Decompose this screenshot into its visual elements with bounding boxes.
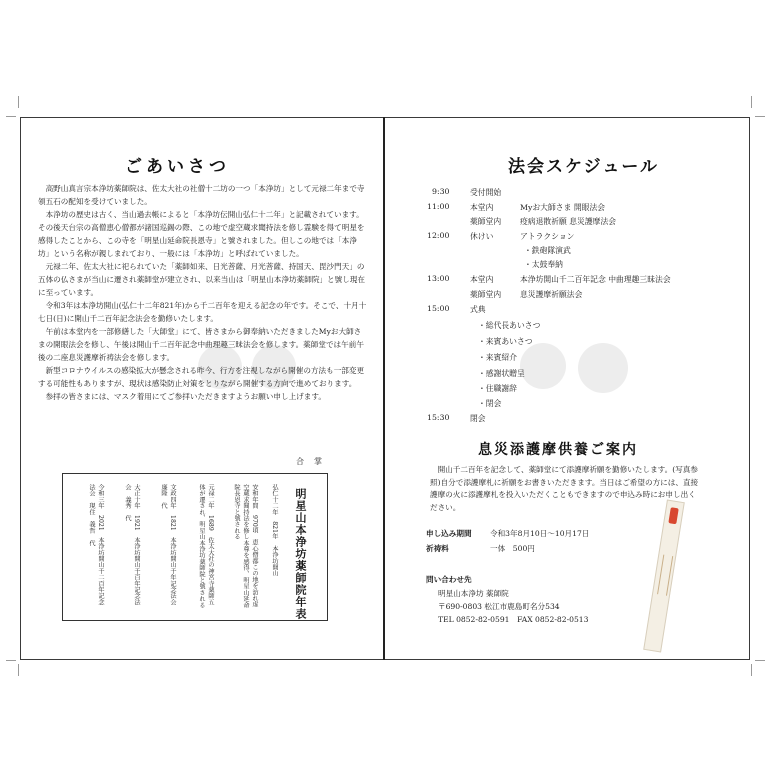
application-period-label [426,528,472,539]
crop-mark [755,116,765,117]
schedule-time: 15:00 [427,304,450,313]
schedule-time: 15:30 [427,413,450,422]
schedule-time: 13:00 [427,274,450,283]
chronology-text: 本浄坊開山千二百年記念法会 現住 義哲 代 [88,484,104,606]
chronology-year: 1821 [169,515,176,531]
chronology-column [159,484,177,610]
schedule-place: 閉会 [470,414,486,423]
schedule-event: ・住職謝辞 [478,384,517,393]
chronology-year: 821年 [271,521,278,540]
fee-label [426,543,449,554]
chronology-year: 1921 [133,515,140,531]
schedule-event: ・感謝状贈呈 [478,369,525,378]
contact-phone: TEL 0852-82-0591 FAX 0852-82-0513 [438,615,589,624]
schedule-place: 式典 [470,305,486,314]
chronology-column [123,484,141,610]
crop-mark [751,664,752,676]
contact-label-text: 問い合わせ先 [426,575,472,584]
greeting-body [38,182,368,403]
greeting-paragraph: 元禄二年、佐太大社に祀られていた「薬師如来、日光菩薩、月光菩薩、持国天、毘沙門天」の五体の仏さまが当山に遷され薬師堂が建立され、以来当山は「明星山本浄坊薬師院」と號し現在に至っています。 [38,262,365,297]
chronology-text: 佐太大社の神宮寺薬師五体が遷され、明星山本浄坊薬師院と號される [198,484,214,608]
chronology-era: 元禄二年 [207,484,214,509]
schedule-event: ・太鼓奉納 [524,260,563,269]
goma-stick-writing-icon [657,555,673,596]
schedule-event: ・来賓紹介 [478,353,517,362]
chronology-text: 本浄坊開山 [271,545,278,577]
goma-description: 開山千二百年を記念して、薬師堂にて添護摩祈願を勤修いたします。(写真参照)自分で添護摩札に祈願をお書きいただきます。当日はご希望の方には、直接護摩の火に添護摩札を投入いただくこともできますので申込み時にお申し出ください。 [430,465,699,512]
page-gutter [383,117,385,660]
greeting-paragraph: 参拝の皆さまには、マスク着用にてご参拝いただきますようお願い申し上げます。 [45,392,326,401]
schedule-event: 本浄坊開山千二百年記念 中曲理趣三昧法会 [520,275,671,284]
schedule-place: 薬師堂内 [470,217,502,226]
greeting-paragraph: 本浄坊の歴史は古く、当山過去帳によると「本浄坊伝開山弘仁十二年」と記載されています。その後天台宗の高僧恵心僧都が諸国巡錫の際、この地で虚空蔵求聞持法を修し霊験を得て明星を感得したことから、この寺を「明星山延命院長恩寺」と號されました。但しこの地では「本浄坊」という名称が親しまれており、一般には「本浄坊」と呼ばれていました。 [38,210,365,258]
chronology-era: 弘仁十二年 [271,484,278,515]
contact-address: 〒690-0803 松江市鹿島町名分534 [438,602,560,611]
application-period: 令和3年8月10日〜10月17日 [490,529,590,538]
chronology-era: 文政四年 [169,484,176,509]
fee-label-text: 祈祷料 [426,544,449,553]
schedule-event: ・総代長あいさつ [478,321,541,330]
chronology-text: 本浄坊開山千年記念法会 廉隆 代 [160,484,176,612]
schedule-time: 9:30 [432,187,450,196]
schedule-place: 本堂内 [470,203,494,212]
schedule-event: ・閉会 [478,399,502,408]
crop-mark [751,96,752,108]
greeting-paragraph: 午前は本堂内を一部修繕した「大師堂」にて、皆さまから御奉納いただきましたMyお大師さまの開眼法会を修し、午後は開山千二百年記念中曲理趣三昧法会を修します。薬師堂では午前午後の二座息災護摩祈祷法会を修します。 [38,327,364,362]
schedule-place: 薬師堂内 [470,290,502,299]
chronology-column [232,484,259,610]
chronology-column [87,484,105,610]
schedule-place: 受付開始 [470,188,502,197]
crop-mark [6,660,16,661]
application-period-label-text: 申し込み期間 [426,529,472,538]
closing-gassho: 合 掌 [296,457,323,466]
tomoe-crest-icon [578,343,628,393]
schedule-event: ・来賓あいさつ [478,337,533,346]
chronology-year: 970頃 [251,515,258,534]
chronology-title: 明星山本浄坊薬師院年表 [294,488,307,620]
fee-value: 一体 500円 [490,544,535,553]
greeting-heading: ごあいさつ [125,157,230,177]
goma-heading: 息災添護摩供養ご案内 [478,442,638,458]
crop-mark [18,664,19,676]
schedule-event: 疫病退散祈願 息災護摩法会 [520,217,617,226]
chronology-text: 恵心僧都この地を訪れ虚空蔵求聞持法を修し本尊を感得、明星山延命院長恩寺と號される [233,484,258,608]
chronology-era: 令和三年 [97,484,104,509]
greeting-paragraph: 令和3年は本浄坊開山(弘仁十二年821年)から千二百年を迎える記念の年です。そこで、十月十七日(日)に開山千二百年記念法会を勤修いたします。 [38,301,367,323]
paulownia-crest-icon [520,343,566,389]
schedule-event: 息災護摩祈願法会 [520,290,583,299]
crop-mark [18,96,19,108]
schedule-time: 11:00 [427,202,450,211]
goma-stick-seal-icon [668,507,678,524]
chronology-era: 安和年間 [251,484,258,509]
schedule-event: アトラクション [520,232,575,241]
chronology-year: 1689 [207,515,214,531]
schedule-place: 休けい [470,232,494,241]
schedule-place: 本堂内 [470,275,494,284]
contact-label [426,574,472,585]
chronology-column [270,484,279,576]
schedule-time: 12:00 [427,231,450,240]
chronology-era: 大正十年 [133,484,140,509]
greeting-paragraph: 新型コロナウイルスの感染拡大が懸念される昨今、行方を注視しながら開催の方法も一部変更する可能性もありますが、現状は感染防止対策をとりながら開催する方向で進めております。 [38,366,365,388]
crop-mark [755,660,765,661]
schedule-event: Myお大師さま 開眼法会 [520,203,606,212]
schedule-event: ・鉄砲隊演武 [524,246,571,255]
contact-name: 明星山本浄坊 薬師院 [438,589,509,598]
chronology-year: 2021 [97,515,104,531]
chronology-box [62,473,328,621]
greeting-paragraph: 高野山真言宗本浄坊薬師院は、佐太大社の社僧十二坊の一つ「本浄坊」として元禄二年まで寺領五石の配知を受けていました。 [38,184,365,206]
schedule-heading: 法会スケジュール [508,157,659,177]
crop-mark [6,116,16,117]
chronology-column [197,484,215,610]
chronology-text: 本浄坊開山千百年記念法会 義秀 代 [124,484,140,606]
